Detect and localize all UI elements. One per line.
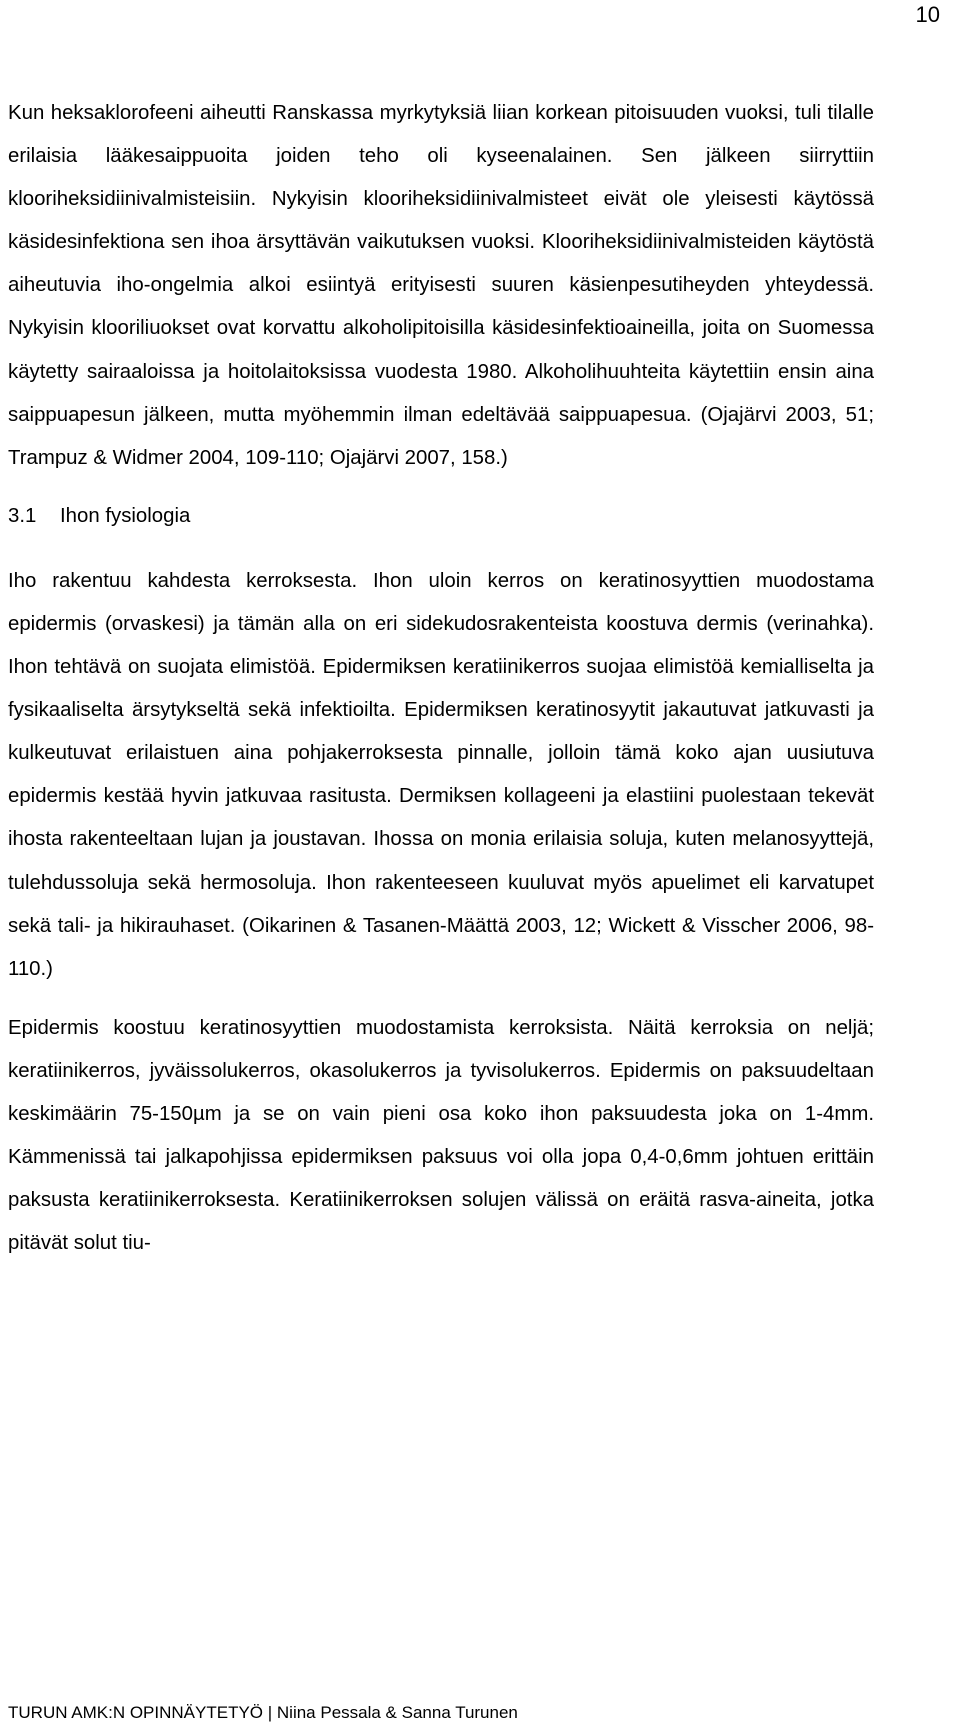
paragraph-skin-structure: Iho rakentuu kahdesta kerroksesta. Ihon uloin kerros on keratinosyyttien muodostama epidermis (orvaskesi) ja tämän alla on eri sidekudosrakenteista koostuva dermis (verinahka). Ihon tehtävä on suojata elimistöä. Epidermiksen keratiinikerros suojaa elimistöä kemialliselta ja fysikaaliselta ärsytykseltä sekä infektioilta. Epidermiksen keratinosyytit jakautuvat jatkuvasti ja kulkeutuvat erilaistuen aina pohjakerroksesta pinnalle, jolloin tämä koko ajan uusiutuva epidermis kestää hyvin jatkuvaa rasitusta. Dermiksen kollageeni ja elastiini puolestaan tekevät ihosta rakenteeltaan lujan ja joustavan. Ihossa on monia erilaisia soluja, kuten melanosyyttejä, tulehdussoluja sekä hermosoluja. Ihon rakenteeseen kuuluvat myös apuelimet eli karvatupet sekä tali- ja hikirauhaset. (Oikarinen & Tasanen-Määttä 2003, 12; Wickett & Visscher 2006, 98-110.) [8, 569, 874, 980]
page-footer: TURUN AMK:N OPINNÄYTETYÖ | Niina Pessala & Sanna Turunen [8, 1703, 518, 1722]
paragraph-hexachlorophene: Kun heksaklorofeeni aiheutti Ranskassa myrkytyksiä liian korkean pitoisuuden vuoksi, tuli tilalle erilaisia lääkesaippuoita joiden teho oli kyseenalainen. Sen jälkeen siirryttiin klooriheksidiinivalmisteisiin. Nykyisin klooriheksidiinivalmisteet eivät ole yleisesti käytössä käsidesinfektiona sen ihoa ärsyttävän vaikutuksen vuoksi. Klooriheksidiinivalmisteiden käytöstä aiheutuvia iho-ongelmia alkoi esiintyä erityisesti suuren käsienpesutiheyden yhteydessä. Nykyisin klooriliuokset ovat korvattu alkoholipitoisilla käsidesinfektioaineilla, joita on Suomessa käytetty sairaaloissa ja hoitolaitoksissa vuodesta 1980. Alkoholihuuhteita käytettiin ensin aina saippuapesun jälkeen, mutta myöhemmin ilman edeltävää saippuapesua. (Ojajärvi 2003, 51; Trampuz & Widmer 2004, 109-110; Ojajärvi 2007, 158.) [8, 102, 874, 469]
section-number: 3.1 [8, 504, 37, 527]
section-title: Ihon fysiologia [60, 504, 191, 527]
page-number: 10 [915, 2, 940, 27]
section-heading [8, 495, 874, 538]
document-body [8, 92, 874, 1265]
paragraph-epidermis: Epidermis koostuu keratinosyyttien muodostamista kerroksista. Näitä kerroksia on neljä; keratiinikerros, jyväissolukerros, okasolukerros ja tyvisolukerros. Epidermis on paksuudeltaan keskimäärin 75-150µm ja se on vain pieni osa koko ihon paksuudesta joka on 1-4mm. Kämmenissä tai jalkapohjissa epidermiksen paksuus voi olla jopa 0,4-0,6mm johtuen erittäin paksusta keratiinikerroksesta. Keratiinikerroksen solujen välissä on eräitä rasva-aineita, jotka pitävät solut tiu- [8, 1016, 874, 1255]
